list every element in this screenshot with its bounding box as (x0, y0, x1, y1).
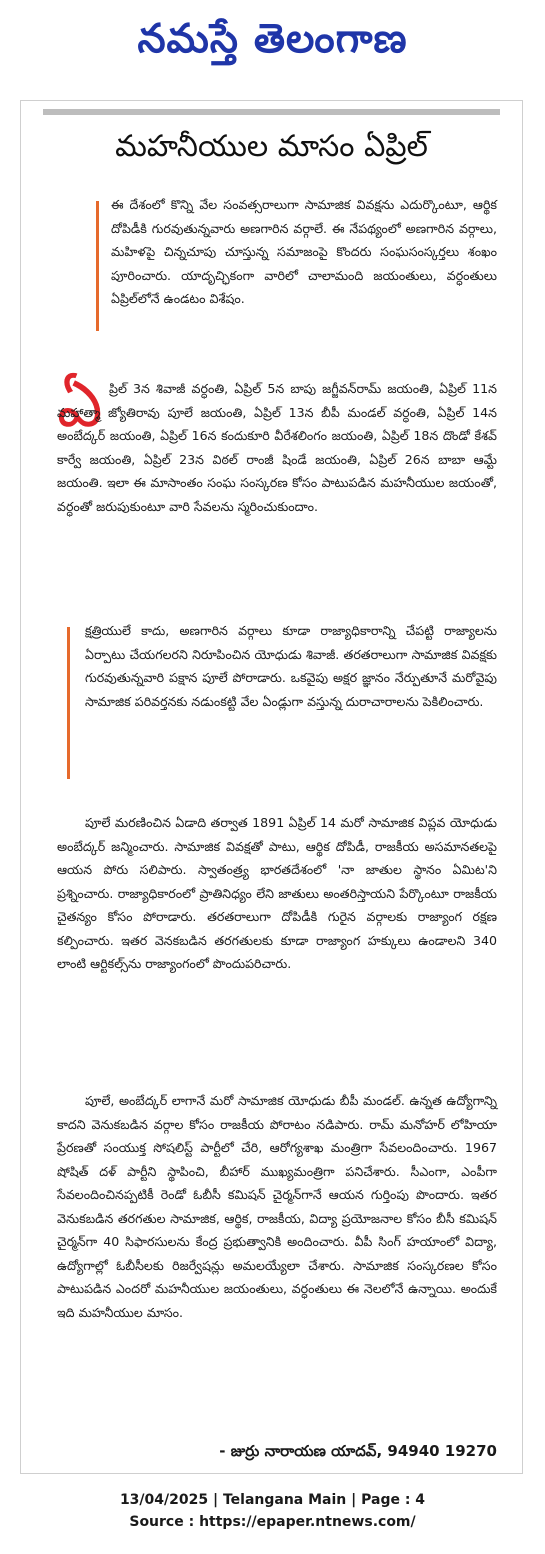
quote-accent-bar (67, 627, 70, 779)
article-clipping (20, 100, 523, 1474)
masthead-title: నమస్తే తెలంగాణ (137, 16, 408, 62)
article-pull-quote: క్షత్రియులే కాదు, అణగారిన వర్గాలు కూడా రాజ్యాధికారాన్ని చేపట్టి రాజ్యాలను ఏర్పాటు చేయగలరని నిరూపించిన యోధుడు శివాజీ. తరతరాలుగా సామాజిక వివక్షకు గురవుతున్నవారి పక్షాన పూలే పోరాడారు. ఒకవైపు అక్షర జ్ఞానం నేర్పుతూనే మరోవైపు సామాజిక పరివర్తనకు నడుంకట్టి వేల ఏండ్లుగా వస్తున్న దురాచారాలను పెకిలించారు. (85, 623, 497, 709)
clipping-top-rule (43, 109, 500, 115)
article-intro: ఈ దేశంలో కొన్ని వేల సంవత్సరాలుగా సామాజిక వివక్షను ఎదుర్కొంటూ, ఆర్థిక దోపిడీకి గురవుతున్నవారు అణగారిన వర్గాలే. ఈ నేపథ్యంలో అణగారిన వర్గాలు, మహిళపై చిన్నచూపు చూస్తున్న సమాజంపై కొందరు సంఘసంస్కర్తలు శంఖం పూరించారు. యాదృచ్ఛికంగా వారిలో చాలామంది జయంతులు, వర్ధంతులు ఏప్రిల్‌లోనే ఉండటం విశేషం. (111, 197, 497, 306)
article-paragraph-3: పూలే, అంబేద్కర్ లాగానే మరో సామాజిక యోధుడు బీపీ మండల్. ఉన్నత ఉద్యోగాన్ని కాదని వెనుకబడిన వర్గాల కోసం రాజకీయ పోరాటం నడిపారు. రామ్ మనోహర్ లోహియా ప్రేరణతో సంయుక్త సోషలిస్ట్ పార్టీలో చేరి, ఆరోగ్యశాఖ మంత్రిగా సేవలందించారు. 1967 షోషిత్ దళ్ పార్టీని స్థాపించి, బీహార్ ముఖ్యమంత్రిగా పనిచేశారు. సీఎంగా, ఎంపీగా సేవలందించినప్పటికీ రెండో ఓబీసీ కమిషన్ చైర్మన్‌గానే ఆయన గుర్తింపు పొందారు. ఇతర వెనుకబడిన తరగతుల సామాజిక, ఆర్థిక, రాజకీయ, విద్యా ప్రయోజనాల కోసం బీసీ కమిషన్ చైర్మన్‌గా 40 సిఫారసులను కేంద్ర ప్రభుత్వానికి అందించారు. వీపీ సింగ్ హయాంలో విద్యా, ఉద్యోగాల్లో ఓబీసీలకు రిజర్వేషన్లు అమలయ్యేలా చేశారు. సామాజిక సంస్కరణల కోసం పాటుపడిన ఎందరో మహనీయుల జయంతులు, వర్ధంతులు ఈ నెలలోనే ఉన్నాయి. అందుకే ఇది మహనీయుల మాసం. (57, 1093, 497, 1320)
footer-source-link[interactable]: Source : https://epaper.ntnews.com/ (129, 1514, 416, 1530)
footer-edition-info: 13/04/2025 | Telangana Main | Page : 4 (119, 1492, 426, 1508)
article-byline: - జుర్రు నారాయణ యాదవ్, 94940 19270 (219, 1442, 497, 1460)
article-paragraph-1: ప్రిల్ 3న శివాజీ వర్ధంతి, ఏప్రిల్ 5న బాపు జగ్జీవన్‌రామ్ జయంతి, ఏప్రిల్ 11న మహాత్మా జ్యోతిరావు పూలే జయంతి, ఏప్రిల్ 13న బీపీ మండల్ వర్ధంతి, ఏప్రిల్ 14న అంబేద్కర్ జయంతి, ఏప్రిల్ 16న కందుకూరి వీరేశలింగం జయంతి, ఏప్రిల్ 18న దొండో కేశవ్ కార్వే జయంతి, ఏప్రిల్ 23న విఠల్ రాంజీ షిండే జయంతి, ఏప్రిల్ 26న బాబా ఆమ్టే జయంతి. ఇలా ఈ మాసాంతం సంఘ సంస్కరణ కోసం పాటుపడిన మహనీయుల జయంతో, వర్ధంతో జరుపుకుంటూ వారి సేవలను స్మరించుకుందాం. (57, 381, 497, 514)
article-paragraph-2: పూలే మరణించిన ఏడాది తర్వాత 1891 ఏప్రిల్ 14 మరో సామాజిక విప్లవ యోధుడు అంబేద్కర్ జన్మించారు. సామాజిక వివక్షతో పాటు, ఆర్థిక దోపిడీ, రాజకీయ అసమానతలపై ఆయన పోరు సలిపారు. స్వాతంత్ర్య భారతదేశంలో 'నా జాతుల స్థానం ఏమిట'ని ప్రశ్నించారు. రాజ్యాధికారంలో ప్రాతినిధ్యం లేని జాతులు అంతరిస్తాయని పేర్కొంటూ రాజకీయ చైతన్యం కోసం పోరాడారు. తరతరాలుగా దోపిడీకి గురైన వర్గాలకు రాజ్యాంగ రక్షణ కల్పించారు. ఇతర వెనకబడిన తరగతులకు కూడా రాజ్యాంగ హక్కులు ఉండాలని 340 లాంటి ఆర్టికల్స్‌ను రాజ్యాంగంలో పొందుపరిచారు. (57, 815, 497, 971)
intro-accent-bar (96, 201, 99, 331)
article-headline: మహనీయుల మాసం ఏప్రిల్ (115, 129, 428, 164)
drop-cap: ఏ (57, 368, 103, 442)
masthead-logo (0, 8, 545, 70)
